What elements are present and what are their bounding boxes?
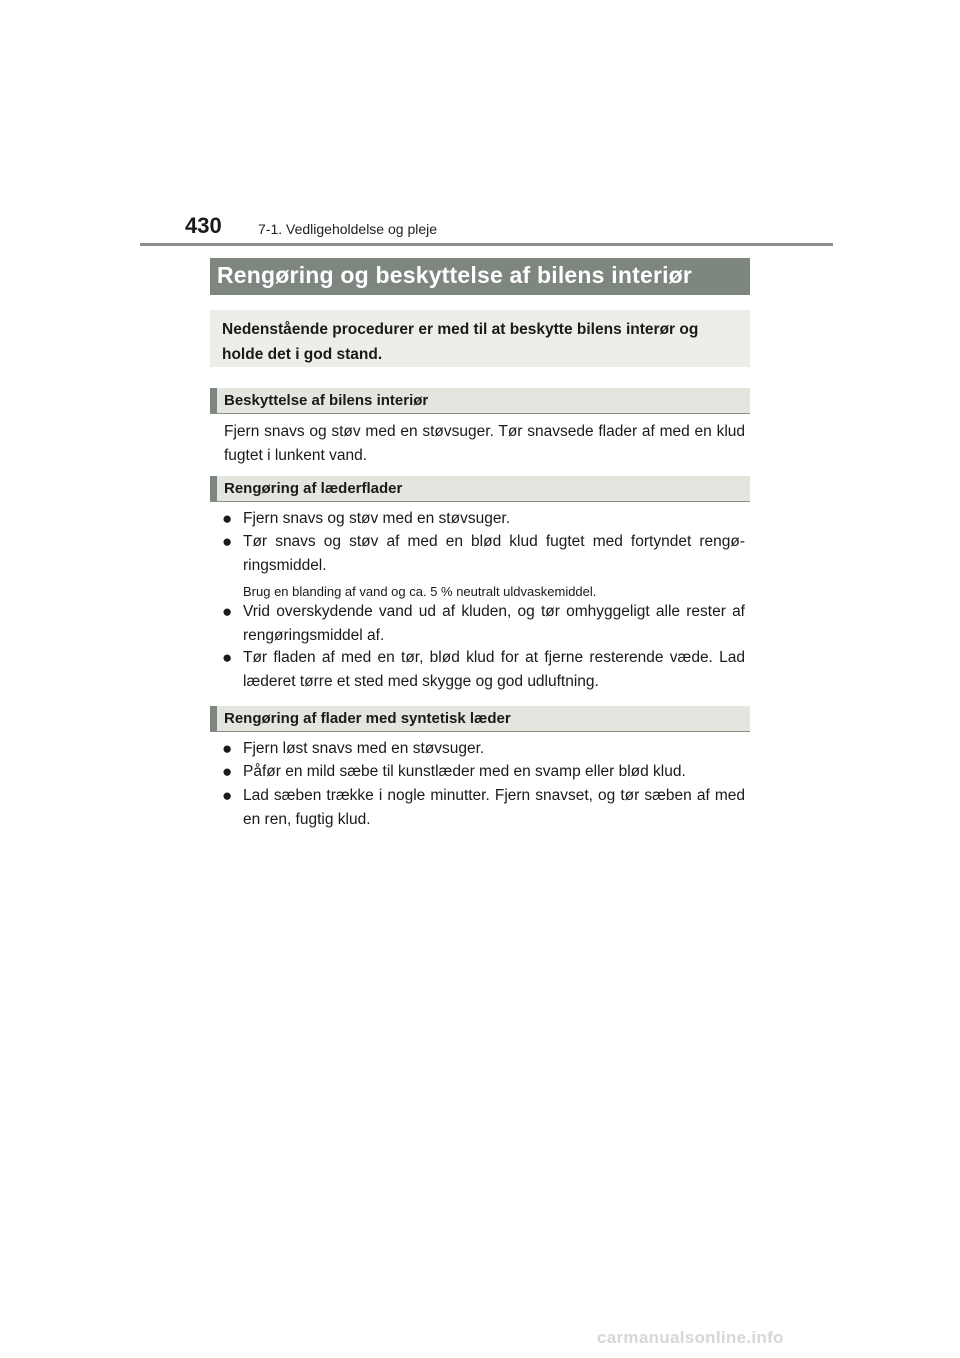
chapter-title: 7-1. Vedligeholdelse og pleje	[258, 221, 438, 237]
section-marker	[210, 706, 217, 731]
section-heading-synthetic-leather	[210, 706, 750, 732]
section-heading-label: Rengøring af flader med syntetisk læder	[224, 710, 511, 727]
section-paragraph: Fjern snavs og støv med en støvsuger. Tør snavsede flader af med en klud fugtet i lunkent vand.	[224, 423, 745, 464]
bullet-icon: ●	[222, 786, 233, 805]
list-item	[222, 600, 745, 648]
watermark: carmanualsonline.info	[597, 1328, 784, 1347]
bullet-icon: ●	[222, 602, 233, 621]
section-heading-label: Beskyttelse af bilens interiør	[224, 392, 429, 409]
list-item-text: Tør snavs og støv af med en blød klud fugtet med fortyndet rengø-ringsmiddel.	[243, 533, 745, 574]
list-item	[222, 784, 745, 832]
bullet-icon: ●	[222, 762, 233, 781]
bullet-icon: ●	[222, 532, 233, 551]
list-item-text: Tør fladen af med en tør, blød klud for at fjerne resterende væde. Lad læderet tørre et sted med skygge og god udluftning.	[243, 649, 745, 690]
bullet-icon: ●	[222, 509, 233, 528]
list-item-text: Påfør en mild sæbe til kunstlæder med en svamp eller blød klud.	[243, 763, 686, 780]
page-number: 430	[185, 213, 222, 238]
section-marker	[210, 476, 217, 501]
section-marker	[210, 388, 217, 413]
list-note: Brug en blanding af vand og ca. 5 % neutralt uldvaskemiddel.	[243, 584, 597, 599]
section-heading-leather	[210, 476, 750, 502]
page-title: Rengøring og beskyttelse af bilens interiør	[210, 258, 750, 295]
list-item	[222, 737, 745, 761]
intro-box: Nedenstående procedurer er med til at beskytte bilens interør og holde det i god stand.	[210, 310, 750, 367]
list-item-text: Lad sæben trække i nogle minutter. Fjern snavset, og tør sæben af med en ren, fugtig klud.	[243, 787, 745, 828]
list-item-text: Vrid overskydende vand ud af kluden, og tør omhyggeligt alle rester af rengøringsmiddel af.	[243, 603, 745, 644]
list-item-text: Fjern løst snavs med en støvsuger.	[243, 740, 485, 757]
list-item-text: Fjern snavs og støv med en støvsuger.	[243, 510, 511, 527]
section-heading-interior-protection	[210, 388, 750, 414]
bullet-icon: ●	[222, 739, 233, 758]
list-item	[222, 530, 745, 578]
bullet-icon: ●	[222, 648, 233, 667]
header-rule	[140, 243, 833, 246]
list-item	[222, 507, 745, 531]
list-item	[222, 760, 745, 784]
section-heading-label: Rengøring af læderflader	[224, 480, 403, 497]
list-item	[222, 646, 745, 694]
